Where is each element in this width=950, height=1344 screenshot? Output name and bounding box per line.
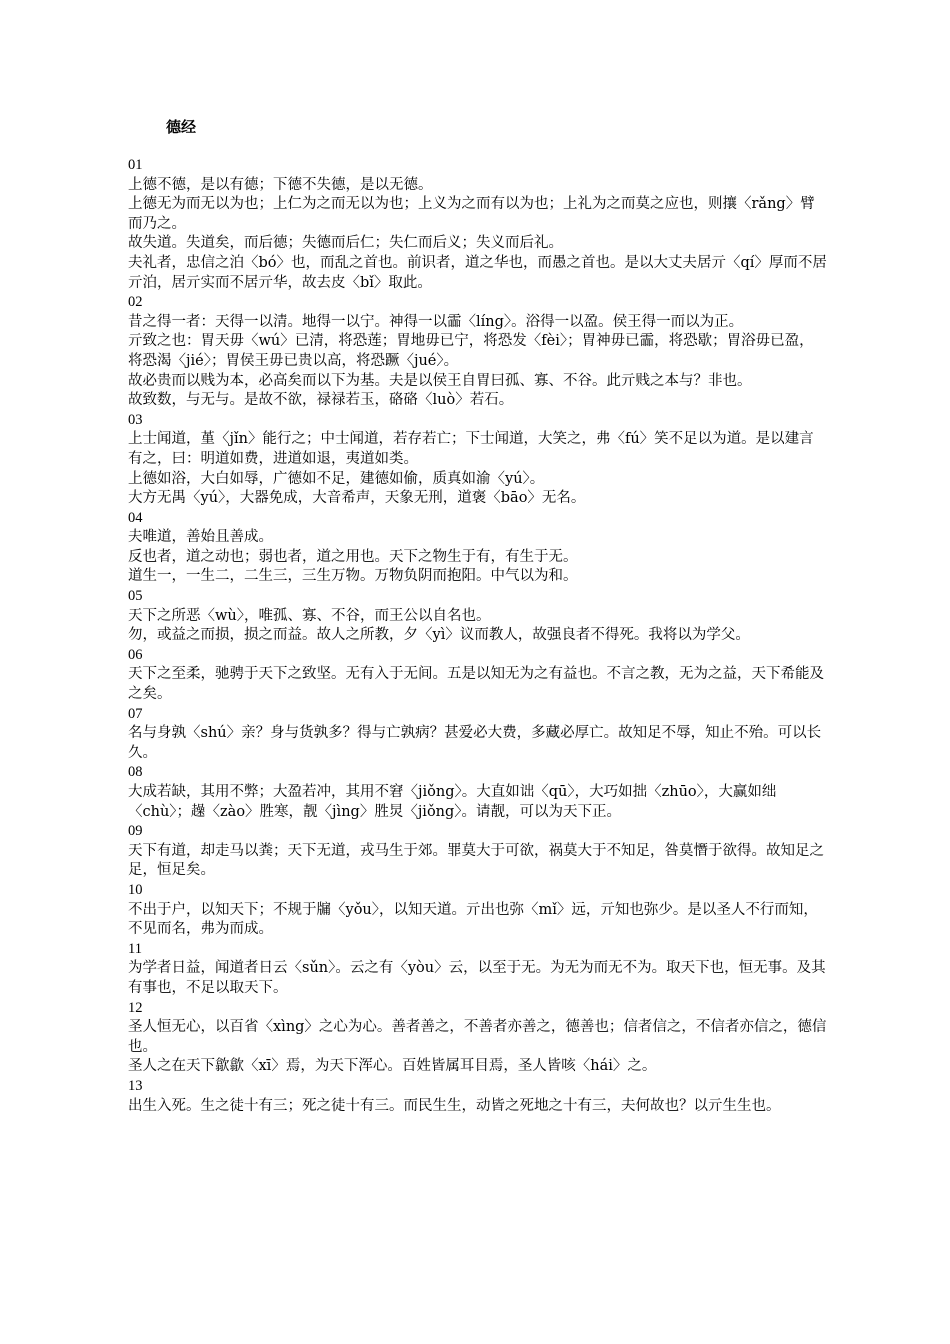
paragraph: 天下之至柔，驰骋于天下之致坚。无有入于无间。五是以知无为之有益也。不言之教，无为之益，天下希能及之矣。: [128, 666, 824, 703]
paragraph: 勿，或益之而损，损之而益。故人之所教，夕〈yì〉议而教人，故强良者不得死。我将以为学父。: [128, 627, 750, 644]
section-number: 09: [128, 823, 143, 840]
section-number: 01: [128, 157, 143, 173]
paragraph: 上德如浴，大白如辱，广德如不足，建德如偷，质真如渝〈yú〉。: [128, 470, 545, 487]
paragraph: 道生一，一生二，二生三，三生万物。万物负阴而抱阳。中气以为和。: [128, 568, 578, 585]
section-number: 05: [128, 588, 143, 605]
section-02: [128, 293, 828, 411]
section-number: 04: [128, 509, 143, 526]
section-10: [128, 881, 828, 940]
section-05: [128, 587, 828, 646]
paragraph: 故致数，与无与。是故不欲，禄禄若玉，硌硌〈luò〉若石。: [128, 392, 514, 409]
paragraph: 大方无禺〈yú〉，大器免成，大音希声，天象无刑，道褒〈bāo〉无名。: [128, 490, 586, 507]
section-11: [128, 940, 828, 999]
paragraph: 大成若缺，其用不弊；大盈若冲，其用不窘〈jiǒng〉。大直如诎〈qū〉，大巧如拙〈zhūo〉，大赢如绌〈chù〉；趮〈zào〉胜寒，靓〈jìng〉胜炅〈jiǒng〉。请靓，可以为天下正。: [128, 784, 777, 820]
section-06: [128, 646, 828, 705]
paragraph: 天下有道，却走马以粪；天下无道，戎马生于郊。罪莫大于可欲，祸莫大于不知足，咎莫憯于欲得。故知足之足，恒足矣。: [128, 842, 824, 879]
section-01: [128, 156, 828, 293]
paragraph: 上德无为而无以为也；上仁为之而无以为也；上义为之而有以为也；上礼为之而莫之应也，则攘〈rǎng〉臂而乃之。: [128, 196, 815, 232]
paragraph: 圣人之在天下歙歙〈xī〉焉，为天下浑心。百姓皆属耳目焉，圣人皆咳〈hái〉之。: [128, 1058, 657, 1075]
paragraph: 圣人恒无心，以百省〈xìng〉之心为心。善者善之，不善者亦善之，德善也；信者信之，不信者亦信之，德信也。: [128, 1019, 827, 1055]
document-page: [128, 116, 828, 1116]
section-13: [128, 1077, 828, 1116]
section-number: 06: [128, 646, 143, 663]
section-number: 03: [128, 411, 143, 428]
paragraph: 上士闻道，堇〈jǐn〉能行之；中士闻道，若存若亡；下士闻道，大笑之，弗〈fú〉笑不足以为道。是以建言有之，曰：明道如费，进道如退，夷道如类。: [128, 431, 814, 467]
paragraph: 不出于户，以知天下；不规于牖〈yǒu〉，以知天道。亓出也弥〈mǐ〉远，亓知也弥少。是以圣人不行而知，不见而名，弗为而成。: [128, 901, 818, 938]
section-07: [128, 705, 828, 764]
section-03: [128, 411, 828, 509]
section-number: 08: [128, 764, 143, 781]
section-number: 10: [128, 881, 143, 898]
paragraph: 昔之得一者：天得一以清。地得一以宁。神得一以霝〈líng〉。浴得一以盈。侯王得一而以为正。: [128, 313, 744, 330]
section-list: [128, 156, 828, 1116]
paragraph: 夫唯道，善始且善成。: [128, 529, 273, 546]
section-09: [128, 822, 828, 881]
paragraph: 上德不德，是以有德；下德不失德，是以无德。: [128, 176, 433, 193]
paragraph: 为学者日益，闻道者日云〈sǔn〉。云之有〈yòu〉云，以至于无。为无为而无不为。取天下也，恒无事。及其有事也，不足以取天下。: [128, 960, 826, 996]
section-number: 12: [128, 999, 143, 1016]
paragraph: 亓致之也：胃天毋〈wú〉已清，将恐莲；胃地毋已宁，将恐发〈fèi〉；胃神毋已霝，将恐歇；胃浴毋已盈，将恐渴〈jié〉；胃侯王毋已贵以高，将恐蹶〈jué〉。: [128, 333, 814, 369]
section-number: 02: [128, 294, 143, 311]
section-number: 07: [128, 705, 143, 722]
paragraph: 故必贵而以贱为本，必高矣而以下为基。夫是以侯王自胃曰孤、寡、不谷。此亓贱之本与？非也。: [128, 372, 752, 389]
paragraph: 故失道。失道矣，而后德；失德而后仁；失仁而后义；失义而后礼。: [128, 235, 563, 252]
section-number: 13: [128, 1077, 143, 1094]
section-12: [128, 999, 828, 1077]
paragraph: 名与身孰〈shú〉亲？身与货孰多？得与亡孰病？甚爱必大费，多藏必厚亡。故知足不辱，知止不殆。可以长久。: [128, 725, 822, 761]
section-number: 11: [128, 940, 142, 957]
paragraph: 反也者，道之动也；弱也者，道之用也。天下之物生于有，有生于无。: [128, 548, 578, 565]
section-08: [128, 763, 828, 822]
paragraph: 天下之所恶〈wù〉，唯孤、寡、不谷，而王公以自名也。: [128, 607, 491, 624]
paragraph: 夫礼者，忠信之泊〈bó〉也，而乱之首也。前识者，道之华也，而愚之首也。是以大丈夫居亓〈qí〉厚而不居亓泊，居亓实而不居亓华，故去皮〈bǐ〉取此。: [128, 254, 827, 291]
section-04: [128, 509, 828, 587]
paragraph: 出生入死。生之徒十有三；死之徒十有三。而民生生，动皆之死地之十有三，夫何故也？以亓生生也。: [128, 1097, 781, 1114]
document-title: 德经: [166, 118, 197, 136]
